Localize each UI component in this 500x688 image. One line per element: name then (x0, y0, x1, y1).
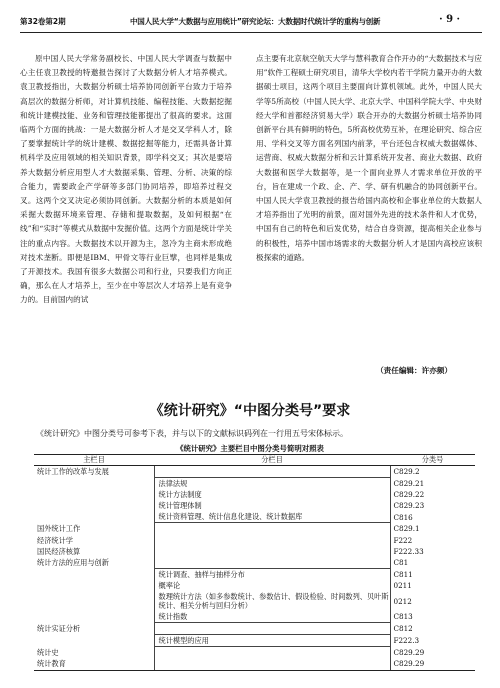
table-row (34, 557, 475, 569)
table-row (34, 500, 475, 511)
main-column-cell: 国外统计工作 (37, 524, 81, 534)
table-row (34, 623, 475, 635)
issue-label: 第32卷第2期 (20, 17, 66, 26)
code-cell: F222 (393, 535, 413, 545)
table-header-row (34, 455, 475, 466)
sub-column-cell: 统计指数 (154, 611, 390, 623)
code-cell: C829.1 (393, 524, 420, 534)
sub-column-cell (154, 658, 390, 670)
classification-table (34, 454, 475, 671)
table-row (34, 466, 475, 478)
main-column-cell: 统计史 (37, 648, 59, 658)
code-cell: C813 (393, 612, 413, 622)
main-column-cell: 统计教育 (34, 658, 154, 670)
section-intro: 《统计研究》中图分类号可参考下表，并与以下的文献标识码列在一行用五号宋体标示。 (36, 429, 348, 438)
table-row (34, 511, 475, 523)
editor-note: （责任编辑：许亦频） (376, 366, 452, 375)
main-column-cell (34, 478, 154, 490)
table-body (34, 466, 475, 671)
running-header (20, 14, 482, 30)
code-cell: C829.29 (393, 648, 425, 658)
sub-column-cell (154, 546, 390, 557)
sub-column-cell: 数理统计方法（如多参数统计、参数估计、假设检验、时间数列、贝叶斯统计、相关分析与回归分析） (154, 591, 390, 611)
code-cell: 0212 (393, 596, 412, 606)
header-rule (20, 32, 482, 33)
table-row (34, 647, 475, 659)
page-number: · 9 · (439, 14, 460, 25)
right-column (256, 52, 482, 265)
running-title: 中国人民大学“大数据与应用统计”研究论坛：大数据时代统计学的重构与创新 (130, 17, 381, 26)
sub-column-cell: 统计资料管理、统计信息化建设、统计数据库 (154, 511, 390, 523)
main-column-cell: 统计实证分析 (37, 624, 81, 634)
sub-column-cell (154, 647, 390, 659)
sub-column-cell (154, 535, 390, 546)
sub-column-cell: 统计方法制度 (154, 489, 390, 500)
main-column-cell (34, 591, 154, 611)
right-column-paragraph: 点主要有北京航空航天大学与慧科教育合作开办的“大数据技术与应用”软件工程硕士研究项目，清华大学校内若干学院力量开办的大数据硕士项目，这两个项目主要面向计算机领域。此外，中国人民大学等5所高校（中国人民大学、北京大学、中国科学院大学、中央财经大学和首都经济贸易大学）联合开办的大数据分析硕士培养协同创新平台具有鲜明的特色，5所高校优势互补，在理论研究、综合应用、学科交叉等方面名列国内前茅，平台还包含权威大数据媒体、运营商、权威大数据分析和云计算系统开发者、商业大数据、政府大数据和医学大数据等，是一个面向业界人才需求单位开放的平台，旨在建成一个政、企、产、学、研有机融合的协同创新平台。中国人民大学袁卫教授的报告给国内高校和企事业单位的大数据人才培养指出了光明的前景，面对国外先进的技术条件和人才优势，中国有自己的特色和后发优势，结合自身资源，提高相关企业参与的积极性，培养中国市场需求的大数据分析人才是国内高校应该积极探索的道路。 (256, 54, 482, 262)
sub-column-cell (154, 557, 390, 569)
sub-column-cell (154, 466, 390, 478)
main-column-cell: 经济统计学 (37, 535, 73, 545)
code-cell: 0211 (393, 580, 412, 590)
code-cell: F222.33 (393, 546, 424, 556)
main-column-cell (34, 580, 154, 591)
header-code-column: 分类号 (390, 455, 475, 466)
sub-column-cell (154, 523, 390, 535)
code-cell: C811 (393, 569, 413, 579)
table-row (34, 546, 475, 557)
table-row (34, 611, 475, 623)
main-column-cell: 统计工作的改革与发展 (37, 467, 109, 477)
header-sub-column: 分栏目 (154, 455, 390, 466)
table-row (34, 535, 475, 546)
code-cell: C829.21 (393, 478, 425, 488)
sub-column-cell: 统计模型的应用 (154, 635, 390, 647)
sub-column-cell: 法律法规 (154, 478, 390, 490)
main-column-cell (34, 635, 154, 647)
code-cell: F222.3 (393, 636, 420, 646)
main-column-cell (34, 568, 154, 580)
main-column-cell (34, 500, 154, 511)
sub-column-cell: 统计管理体制 (154, 500, 390, 511)
table-row (34, 635, 475, 647)
left-column-text: 原中国人民大学常务副校长、中国人民大学调查与数据中心主任袁卫教授的特邀报告探讨了大数据分析人才培养模式。袁卫教授指出，大数据分析硕士培养协同创新平台致力于培养高层次的数据分析师，对计算机技能、编程技能、大数据挖掘和统计建模技能、业务和管理技能都提出了很高的要求。这面临两个方面的挑战：一是大数据分析人才是交叉学科人才，除了要掌握统计学的统计建模、数据挖掘等能力，还需具备计算机科学及应用领域的相关知识背景，即学科交叉；其次是要培养大数据分析应用型人才大数据采集、管理、分析、决策的综合能力，需要政企产学研等多部门协同培养，即培养过程交叉。这两个交叉决定必须协同创新。大数据分析的本质是如何采掘大数据环境来管理、存储和提取数据，及如何根据“在线”和“实时”等模式从数据中发掘价值。这两个方面是统计学关注的重点内容。大数据技术以开源为主，忽冷为主商未形成绝对技术垄断。即便是IBM、甲骨文等行业巨擘，也同样是集成了开源技术。我国有很多大数据公司和行业，只要我们方向正确，那么在人才培养上，至少在中等层次人才培养上是有竞争力的。目前国内的试 (20, 54, 232, 305)
code-cell: C829.2 (393, 467, 420, 477)
main-column-cell (34, 511, 154, 523)
code-cell: C829.22 (393, 490, 425, 500)
code-cell: C829.23 (393, 501, 425, 511)
header-main-column: 主栏目 (34, 455, 154, 466)
sub-column-cell (154, 623, 390, 635)
section-title: 《统计研究》“中图分类号”要求 (149, 403, 351, 419)
table-row (34, 658, 475, 670)
table-row (34, 489, 475, 500)
code-cell: C816 (393, 512, 413, 522)
main-column-cell (34, 489, 154, 500)
main-column-cell (34, 611, 154, 623)
table-row (34, 568, 475, 580)
table-row (34, 478, 475, 490)
table-row (34, 523, 475, 535)
table-row (34, 591, 475, 611)
main-column-cell: 国民经济核算 (37, 546, 81, 556)
main-column-cell: 统计方法的应用与创新 (37, 558, 109, 568)
sub-column-cell: 概率论 (154, 580, 390, 591)
code-cell: C81 (393, 558, 409, 568)
sub-column-cell: 统计调查、抽样与抽样分布 (154, 568, 390, 580)
table-row (34, 580, 475, 591)
code-cell: C812 (393, 624, 413, 634)
code-cell: C829.29 (390, 658, 475, 670)
table-caption: 《统计研究》主要栏目中图分类号简明对照表 (176, 444, 324, 453)
